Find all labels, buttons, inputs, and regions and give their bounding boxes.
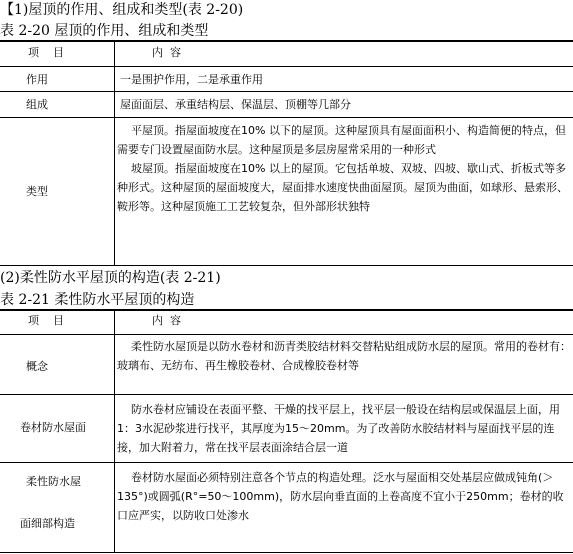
table2-top-border [0, 309, 573, 311]
table1-row-content [117, 121, 571, 216]
table2-row-border [0, 394, 573, 395]
table1-header-border [0, 66, 573, 67]
table2-bottom-border [0, 552, 573, 553]
table2-row-border [0, 462, 573, 463]
table2-row-content: 柔性防水屋顶是以防水卷材和沥青类胶结材料交替粘贴组成防水层的屋顶。常用的卷材有：玻璃布、无纺布、再生橡胶卷材、合成橡胶卷材等 [117, 340, 571, 372]
table1-row-item: 组成 [26, 98, 48, 111]
table1-row-border [0, 117, 573, 118]
table1-top-border [0, 40, 573, 42]
table2-row-content: 卷材防水屋面必须特别注意各个节点的构造处理。泛水与屋面相交处基层应做成钝角(＞135°)或圆弧(R°=50～100mm)，防水层向垂直面的上卷高度不宜小于250mm；卷材的收口应严实，以防收口处渗水 [117, 471, 564, 522]
section-title-2: (2)柔性防水平屋顶的构造(表 2-21) [0, 270, 221, 286]
table2-row-item: 卷材防水屋面 [20, 421, 86, 434]
table1-row-border [0, 91, 573, 92]
table1-row-item: 作用 [26, 73, 48, 86]
table2-header-item: 项 目 [28, 314, 64, 327]
flat-roof-paragraph: 平屋顶。指屋面坡度在10% 以下的屋顶。这种屋顶具有屋面面积小、构造简便的特点，但需要专门设置屋面防水层。这种屋顶是多层房屋常采用的一种形式 [117, 124, 566, 156]
table1-column-divider [114, 41, 115, 265]
table1-header-content: 内 容 [152, 46, 181, 59]
table2-row-item: 概念 [26, 360, 48, 373]
table2-header-content: 内 容 [152, 314, 181, 327]
table1-row-item: 类型 [26, 185, 48, 198]
table2-row-item-line2: 面细部构造 [20, 517, 75, 530]
table1-row-content: 一是围护作用，二是承重作用 [120, 73, 263, 86]
table2-row-item: 柔性防水屋 [26, 475, 81, 488]
section-title-1: 【1)屋顶的作用、组成和类型(表 2-20) [0, 2, 244, 18]
table2-header-border [0, 334, 573, 335]
table1-row-content: 屋面面层、承重结构层、保温层、顶棚等几部分 [120, 98, 351, 111]
table2-column-divider [114, 310, 115, 552]
table1-header-item: 项 目 [28, 46, 64, 59]
table1-bottom-border [0, 265, 573, 266]
table2-row-content: 防水卷材应铺设在表面平整、干燥的找平层上，找平层一般设在结构层或保温层上面，用1：3水泥砂浆进行找平，其厚度为15～20mm。为了改善防水胶结材料与屋面找平层的连接，加大附着力，常在找平层表面涂结合层一道 [117, 403, 560, 454]
pitched-roof-paragraph: 坡屋顶。指屋面坡度在10% 以上的屋顶。它包括单坡、双坡、四坡、歇山式、折板式等多种形式。这种屋顶的屋面坡度大，屋面排水速度快曲面屋顶。屋顶为曲面，如球形、悬索形、鞍形等。这种屋顶施工工艺较复杂，但外部形状独特 [117, 162, 568, 213]
table-caption-2: 表 2-21 柔性防水平屋顶的构造 [0, 292, 195, 308]
table-caption-1: 表 2-20 屋顶的作用、组成和类型 [0, 23, 209, 39]
